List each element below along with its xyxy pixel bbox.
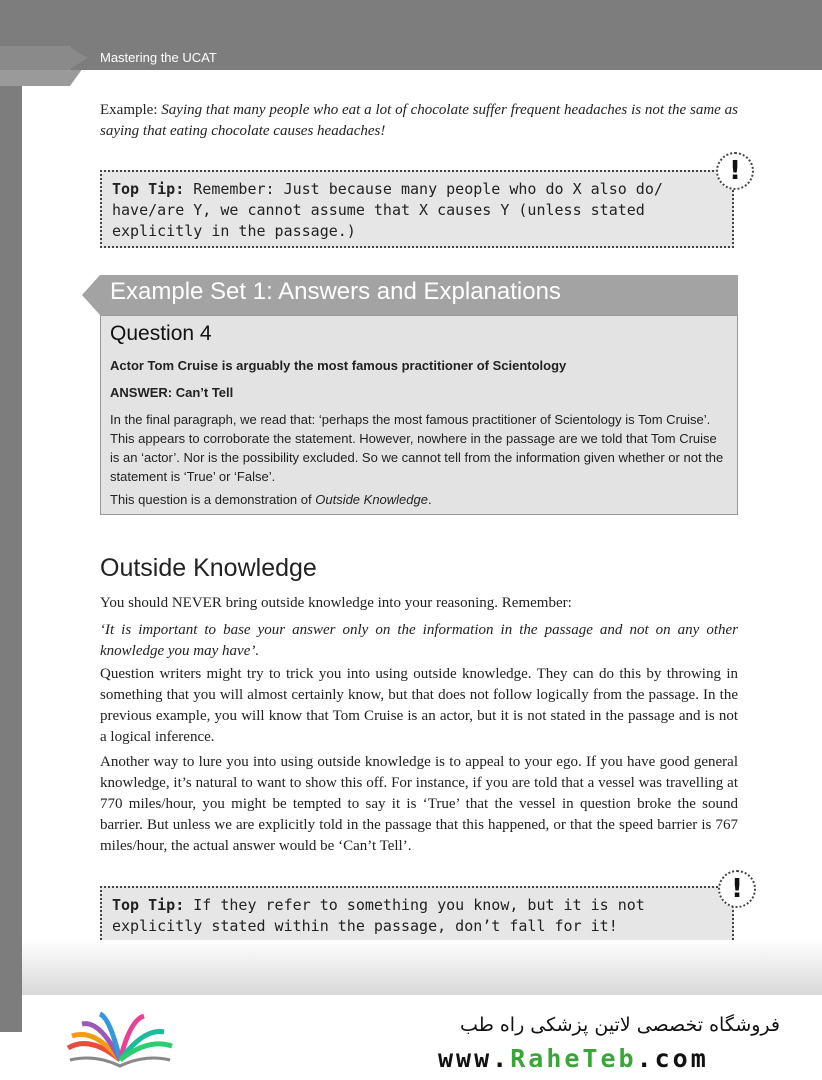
section-banner-title: Example Set 1: Answers and Explanations (110, 278, 561, 305)
top-tip-box-2 (100, 886, 734, 944)
quote-text: ‘It is important to base your answer only on the information in the passage and not on any other knowledge you may have’. (100, 622, 738, 659)
question-statement (110, 356, 728, 375)
watermark-url[interactable] (438, 1044, 709, 1073)
exclamation-icon: ! (716, 152, 754, 190)
tip2-label: Top Tip: (112, 896, 185, 914)
header-title: Mastering the UCAT (100, 50, 217, 65)
paragraph-never: You should NEVER bring outside knowledge into your reasoning. Remember: (100, 595, 572, 611)
question-demonstration (110, 490, 728, 509)
paragraph-quote (100, 620, 738, 662)
url-prefix: www. (438, 1044, 511, 1073)
section-heading: Outside Knowledge (100, 554, 317, 582)
tip2-text: If they refer to something you know, but it is not explicitly stated within the passage, don’t fall for it! (112, 896, 645, 935)
page-bottom-shadow (22, 940, 822, 995)
page-edge-strip (0, 0, 22, 1000)
header-band (0, 0, 822, 46)
example-text: Saying that many people who eat a lot of chocolate suffer frequent headaches is not the same as saying that eating chocolate causes headaches! (100, 102, 738, 139)
book-logo-icon (60, 1010, 180, 1070)
paragraph-trick: Question writers might try to trick you into using outside knowledge. They can do this by throwing in something that you will almost certainly know, but that does not follow logically from the passage. In the previous example, you will know that Tom Cruise is an actor, but it is not stated in the passage and is not a logical inference. (100, 666, 738, 745)
question-explanation: In the final paragraph, we read that: ‘perhaps the most famous practitioner of Scientology is Tom Cruise’. This appears to corroborate the statement. However, nowhere in the passage are we told that Tom Cruise is an ‘actor’. Nor is the possibility excluded. So we cannot tell from the information given whether or not the statement is ‘True’ or ‘False’. (110, 412, 724, 484)
url-brand: RaheTeb (510, 1044, 637, 1073)
question-title: Question 4 (110, 322, 212, 345)
demo-prefix: This question is a demonstration of (110, 492, 316, 507)
top-tip-box (100, 170, 734, 248)
example-lead: Example: (100, 102, 162, 118)
watermark-persian: فروشگاه تخصصی لاتین پزشکی راه طب (460, 1014, 780, 1036)
answer-text: ANSWER: Can’t Tell (110, 385, 234, 400)
example-paragraph (100, 100, 738, 142)
exclamation-icon-2: ! (718, 870, 756, 908)
demo-suffix: . (427, 492, 432, 507)
statement-text: Actor Tom Cruise is arguably the most famous practitioner of Scientology (110, 358, 567, 373)
tip-text: Remember: Just because many people who do X also do/ have/are Y, we cannot assume that X causes Y (unless stated explicitly in the passage.) (112, 180, 663, 240)
paragraph-ego: Another way to lure you into using outside knowledge is to appeal to your ego. If you have good general knowledge, it’s natural to want to show this off. For instance, if you are told that a vessel was travelling at 770 miles/hour, you might be tempted to say it is ‘True’ that the vessel in question broke the sound barrier. But unless we are explicitly told in the passage that this happened, or that the speed barrier is 767 miles/hour, the actual answer would be ‘Can’t Tell’. (100, 754, 738, 854)
page-corner-block (0, 1000, 22, 1032)
demo-emph: Outside Knowledge (315, 492, 428, 507)
tip-label: Top Tip: (112, 180, 185, 198)
question-answer (110, 383, 728, 402)
url-suffix: .com (636, 1044, 709, 1073)
